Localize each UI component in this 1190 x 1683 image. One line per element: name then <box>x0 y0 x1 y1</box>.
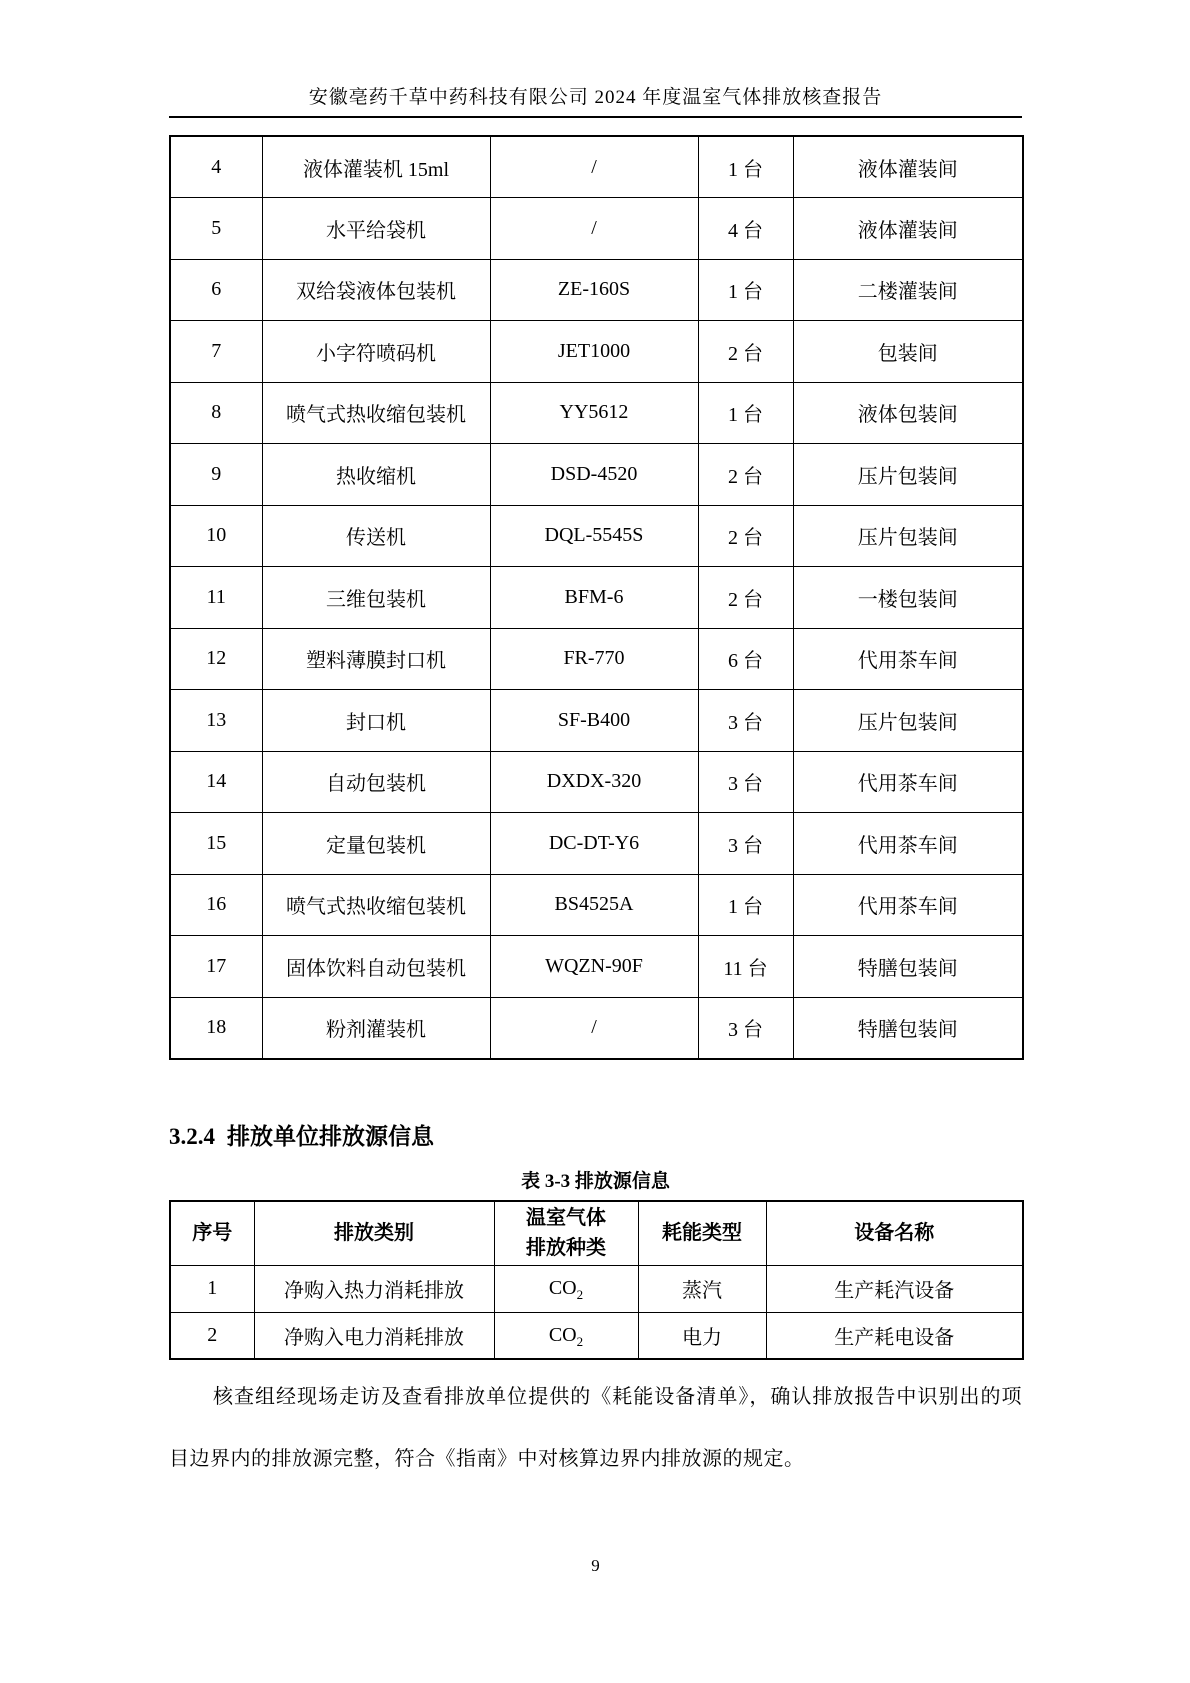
equipment-model-cell: DSD-4520 <box>490 444 698 506</box>
equipment-no-cell: 11 <box>170 567 262 629</box>
equipment-no-cell: 8 <box>170 382 262 444</box>
equipment-no-cell: 7 <box>170 321 262 383</box>
section-heading <box>169 1118 434 1151</box>
equipment-location-cell: 一楼包装间 <box>793 567 1023 629</box>
page-number: 9 <box>591 1556 600 1575</box>
emission-energy-cell: 电力 <box>638 1312 766 1359</box>
equipment-name-cell: 粉剂灌装机 <box>262 997 490 1059</box>
equipment-row <box>170 813 1023 875</box>
equipment-row <box>170 567 1023 629</box>
table-caption: 表 3-3 排放源信息 <box>521 1171 670 1192</box>
page-header-title: 安徽亳药千草中药科技有限公司 2024 年度温室气体排放核查报告 <box>308 87 883 108</box>
equipment-location-cell: 液体包装间 <box>793 382 1023 444</box>
equipment-name-cell: 小字符喷码机 <box>262 321 490 383</box>
emission-row <box>170 1265 1023 1312</box>
equipment-qty-cell: 2 台 <box>698 505 793 567</box>
equipment-model-cell: / <box>490 136 698 198</box>
equipment-qty-cell: 3 台 <box>698 690 793 752</box>
emission-row <box>170 1312 1023 1359</box>
equipment-no-cell: 10 <box>170 505 262 567</box>
equipment-qty-cell: 11 台 <box>698 936 793 998</box>
equipment-name-cell: 喷气式热收缩包装机 <box>262 382 490 444</box>
equipment-row <box>170 505 1023 567</box>
emission-header-row <box>170 1201 1023 1265</box>
equipment-row <box>170 136 1023 198</box>
equipment-row <box>170 198 1023 260</box>
equipment-row <box>170 874 1023 936</box>
equipment-model-cell: BS4525A <box>490 874 698 936</box>
equipment-location-cell: 特膳包装间 <box>793 997 1023 1059</box>
equipment-name-cell: 热收缩机 <box>262 444 490 506</box>
page-content <box>169 0 1022 1683</box>
header-rule <box>169 116 1022 118</box>
equipment-model-cell: / <box>490 997 698 1059</box>
equipment-row <box>170 690 1023 752</box>
equipment-qty-cell: 6 台 <box>698 628 793 690</box>
equipment-no-cell: 4 <box>170 136 262 198</box>
gas-formula: CO <box>548 1277 577 1299</box>
equipment-name-cell: 封口机 <box>262 690 490 752</box>
equipment-location-cell: 液体灌装间 <box>793 198 1023 260</box>
emission-gas-cell <box>494 1312 638 1359</box>
emission-no-cell: 1 <box>170 1265 254 1312</box>
equipment-location-cell: 代用茶车间 <box>793 628 1023 690</box>
equipment-location-cell: 液体灌装间 <box>793 136 1023 198</box>
equipment-row <box>170 444 1023 506</box>
equipment-no-cell: 12 <box>170 628 262 690</box>
equipment-row <box>170 997 1023 1059</box>
equipment-no-cell: 15 <box>170 813 262 875</box>
equipment-name-cell: 固体饮料自动包装机 <box>262 936 490 998</box>
equipment-name-cell: 传送机 <box>262 505 490 567</box>
equipment-no-cell: 17 <box>170 936 262 998</box>
equipment-qty-cell: 1 台 <box>698 136 793 198</box>
equipment-row <box>170 751 1023 813</box>
equipment-row <box>170 628 1023 690</box>
equipment-qty-cell: 3 台 <box>698 813 793 875</box>
equipment-model-cell: DQL-5545S <box>490 505 698 567</box>
emission-header-gas <box>494 1201 638 1265</box>
equipment-name-cell: 定量包装机 <box>262 813 490 875</box>
equipment-location-cell: 压片包装间 <box>793 505 1023 567</box>
equipment-location-cell: 二楼灌装间 <box>793 259 1023 321</box>
equipment-no-cell: 16 <box>170 874 262 936</box>
equipment-no-cell: 13 <box>170 690 262 752</box>
equipment-model-cell: ZE-160S <box>490 259 698 321</box>
equipment-name-cell: 液体灌装机 15ml <box>262 136 490 198</box>
emission-device-cell: 生产耗电设备 <box>766 1312 1023 1359</box>
equipment-no-cell: 5 <box>170 198 262 260</box>
equipment-qty-cell: 2 台 <box>698 567 793 629</box>
gas-formula: CO <box>548 1323 577 1346</box>
equipment-name-cell: 双给袋液体包装机 <box>262 259 490 321</box>
equipment-name-cell: 塑料薄膜封口机 <box>262 628 490 690</box>
equipment-no-cell: 6 <box>170 259 262 321</box>
equipment-name-cell: 自动包装机 <box>262 751 490 813</box>
equipment-no-cell: 9 <box>170 444 262 506</box>
emission-header-gas-line1: 温室气体 <box>526 1207 606 1230</box>
equipment-location-cell: 代用茶车间 <box>793 874 1023 936</box>
section-number: 3.2.4 <box>169 1124 215 1149</box>
emission-category-cell: 净购入电力消耗排放 <box>254 1312 494 1359</box>
equipment-model-cell: FR-770 <box>490 628 698 690</box>
equipment-model-cell: DC-DT-Y6 <box>490 813 698 875</box>
emission-header-energy: 耗能类型 <box>638 1201 766 1265</box>
equipment-location-cell: 特膳包装间 <box>793 936 1023 998</box>
emission-header-device: 设备名称 <box>766 1201 1023 1265</box>
equipment-row <box>170 259 1023 321</box>
emission-category-cell: 净购入热力消耗排放 <box>254 1265 494 1312</box>
equipment-qty-cell: 2 台 <box>698 321 793 383</box>
equipment-qty-cell: 2 台 <box>698 444 793 506</box>
equipment-model-cell: SF-B400 <box>490 690 698 752</box>
gas-formula-subscript: 2 <box>576 1287 584 1302</box>
equipment-model-cell: DXDX-320 <box>490 751 698 813</box>
equipment-no-cell: 18 <box>170 997 262 1059</box>
section-title: 排放单位排放源信息 <box>227 1124 434 1149</box>
emission-energy-cell: 蒸汽 <box>638 1265 766 1312</box>
equipment-location-cell: 代用茶车间 <box>793 813 1023 875</box>
equipment-model-cell: JET1000 <box>490 321 698 383</box>
equipment-model-cell: WQZN-90F <box>490 936 698 998</box>
equipment-model-cell: / <box>490 198 698 260</box>
emission-device-cell: 生产耗汽设备 <box>766 1265 1023 1312</box>
equipment-location-cell: 包装间 <box>793 321 1023 383</box>
equipment-location-cell: 压片包装间 <box>793 690 1023 752</box>
equipment-location-cell: 压片包装间 <box>793 444 1023 506</box>
body-paragraph: 核查组经现场走访及查看排放单位提供的《耗能设备清单》，确认排放报告中识别出的项目边界内的排放源完整，符合《指南》中对核算边界内排放源的规定。 <box>169 1386 1022 1470</box>
equipment-row <box>170 382 1023 444</box>
emission-header-gas-line2: 排放种类 <box>526 1237 606 1260</box>
equipment-name-cell: 喷气式热收缩包装机 <box>262 874 490 936</box>
emission-no-cell: 2 <box>170 1312 254 1359</box>
gas-formula-subscript: 2 <box>576 1333 584 1349</box>
equipment-qty-cell: 4 台 <box>698 198 793 260</box>
equipment-row <box>170 936 1023 998</box>
equipment-table <box>169 135 1024 1060</box>
emission-gas-cell <box>494 1265 638 1312</box>
emission-header-category: 排放类别 <box>254 1201 494 1265</box>
emission-source-table <box>169 1200 1024 1360</box>
equipment-model-cell: BFM-6 <box>490 567 698 629</box>
equipment-name-cell: 水平给袋机 <box>262 198 490 260</box>
equipment-model-cell: YY5612 <box>490 382 698 444</box>
equipment-row <box>170 321 1023 383</box>
equipment-location-cell: 代用茶车间 <box>793 751 1023 813</box>
equipment-no-cell: 14 <box>170 751 262 813</box>
equipment-qty-cell: 1 台 <box>698 874 793 936</box>
equipment-qty-cell: 1 台 <box>698 382 793 444</box>
equipment-qty-cell: 3 台 <box>698 751 793 813</box>
equipment-qty-cell: 1 台 <box>698 259 793 321</box>
equipment-name-cell: 三维包装机 <box>262 567 490 629</box>
equipment-qty-cell: 3 台 <box>698 997 793 1059</box>
emission-header-no: 序号 <box>170 1201 254 1265</box>
